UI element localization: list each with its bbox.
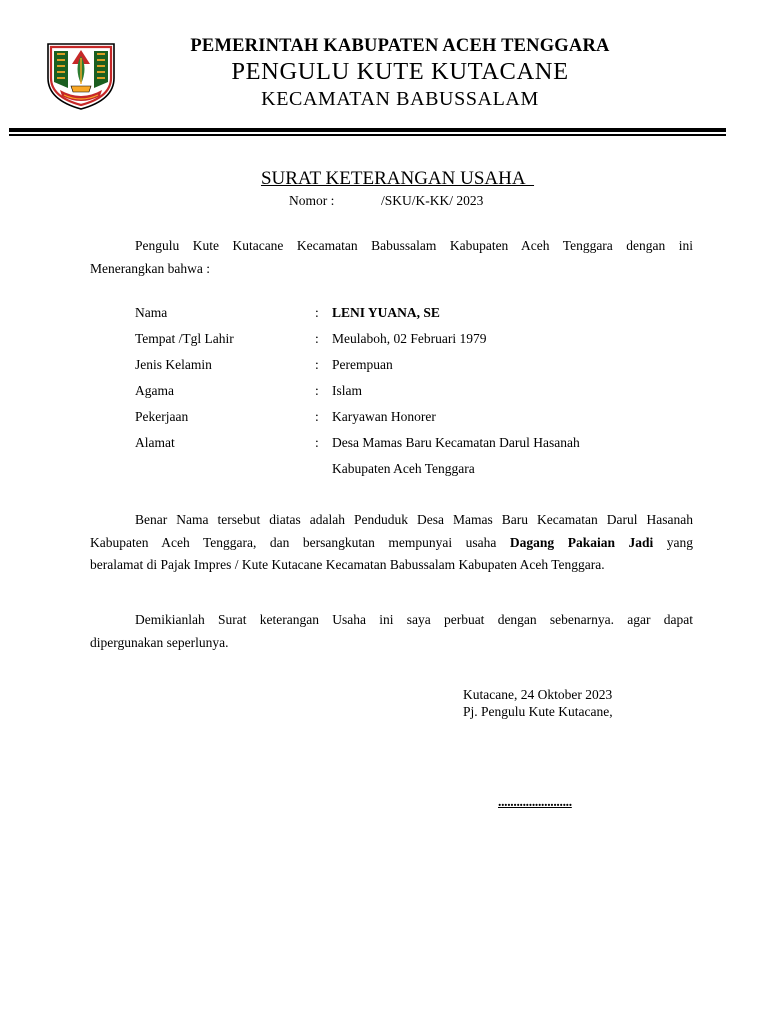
field-label: Agama	[135, 383, 174, 398]
letter-number-value: /SKU/K-KK/ 2023	[381, 193, 484, 208]
intro-line-2: Menerangkan bahwa :	[90, 260, 210, 276]
letterhead-government-line: PEMERINTAH KABUPATEN ACEH TENGGARA	[190, 36, 610, 56]
field-value-continued: Kabupaten Aceh Tenggara	[332, 461, 475, 476]
field-label: Alamat	[135, 435, 175, 450]
field-value: Perempuan	[332, 357, 393, 372]
body-line-2-text: Kabupaten Aceh Tenggara, dan bersangkutan mempunyai usaha	[90, 534, 510, 550]
field-colon: :	[315, 435, 319, 450]
letterhead-divider-thin	[9, 134, 726, 136]
intro-paragraph	[90, 235, 693, 280]
field-label: Pekerjaan	[135, 409, 189, 424]
signature-position: Pj. Pengulu Kute Kutacane,	[463, 704, 613, 719]
closing-paragraph	[90, 609, 693, 654]
closing-line-2: dipergunakan seperlunya.	[90, 634, 229, 650]
field-value: Islam	[332, 383, 362, 398]
body-line-1: Benar Nama tersebut diatas adalah Penduduk Desa Mamas Baru Kecamatan Darul Hasanah	[135, 512, 693, 527]
letterhead-divider-thick	[9, 128, 726, 132]
field-value: Karyawan Honorer	[332, 409, 436, 424]
field-colon: :	[315, 305, 319, 320]
field-label: Jenis Kelamin	[135, 357, 212, 372]
letterhead-office-line: PENGULU KUTE KUTACANE	[231, 58, 569, 85]
field-value: Meulaboh, 02 Februari 1979	[332, 331, 487, 346]
closing-line-1: Demikianlah Surat keterangan Usaha ini saya perbuat dengan sebenarnya. agar dapat	[135, 612, 693, 627]
business-type: Dagang Pakaian Jadi	[509, 534, 654, 550]
field-colon: :	[315, 331, 319, 346]
body-line-3: beralamat di Pajak Impres / Kute Kutacane Kecamatan Babussalam Kabupaten Aceh Tenggara.	[90, 557, 605, 572]
signature-place-date: Kutacane, 24 Oktober 2023	[463, 687, 613, 702]
body-line-2	[90, 532, 693, 555]
letter-title: SURAT KETERANGAN USAHA	[260, 168, 535, 189]
field-value-name: LENI YUANA, SE	[332, 305, 440, 320]
field-label: Nama	[135, 305, 168, 320]
field-colon: :	[315, 409, 319, 424]
field-label: Tempat /Tgl Lahir	[135, 331, 234, 346]
field-colon: :	[315, 383, 319, 398]
field-value: Desa Mamas Baru Kecamatan Darul Hasanah	[332, 435, 580, 450]
letter-number-label: Nomor :	[289, 193, 335, 208]
signature-name-placeholder: ........................	[498, 794, 572, 809]
intro-line-1: Pengulu Kute Kutacane Kecamatan Babussalam Kabupaten Aceh Tenggara dengan ini	[135, 238, 693, 253]
field-colon: :	[315, 357, 319, 372]
letterhead-district-line: KECAMATAN BABUSSALAM	[261, 88, 539, 110]
body-line-2-end: yang	[653, 534, 693, 550]
body-paragraph	[90, 509, 693, 577]
